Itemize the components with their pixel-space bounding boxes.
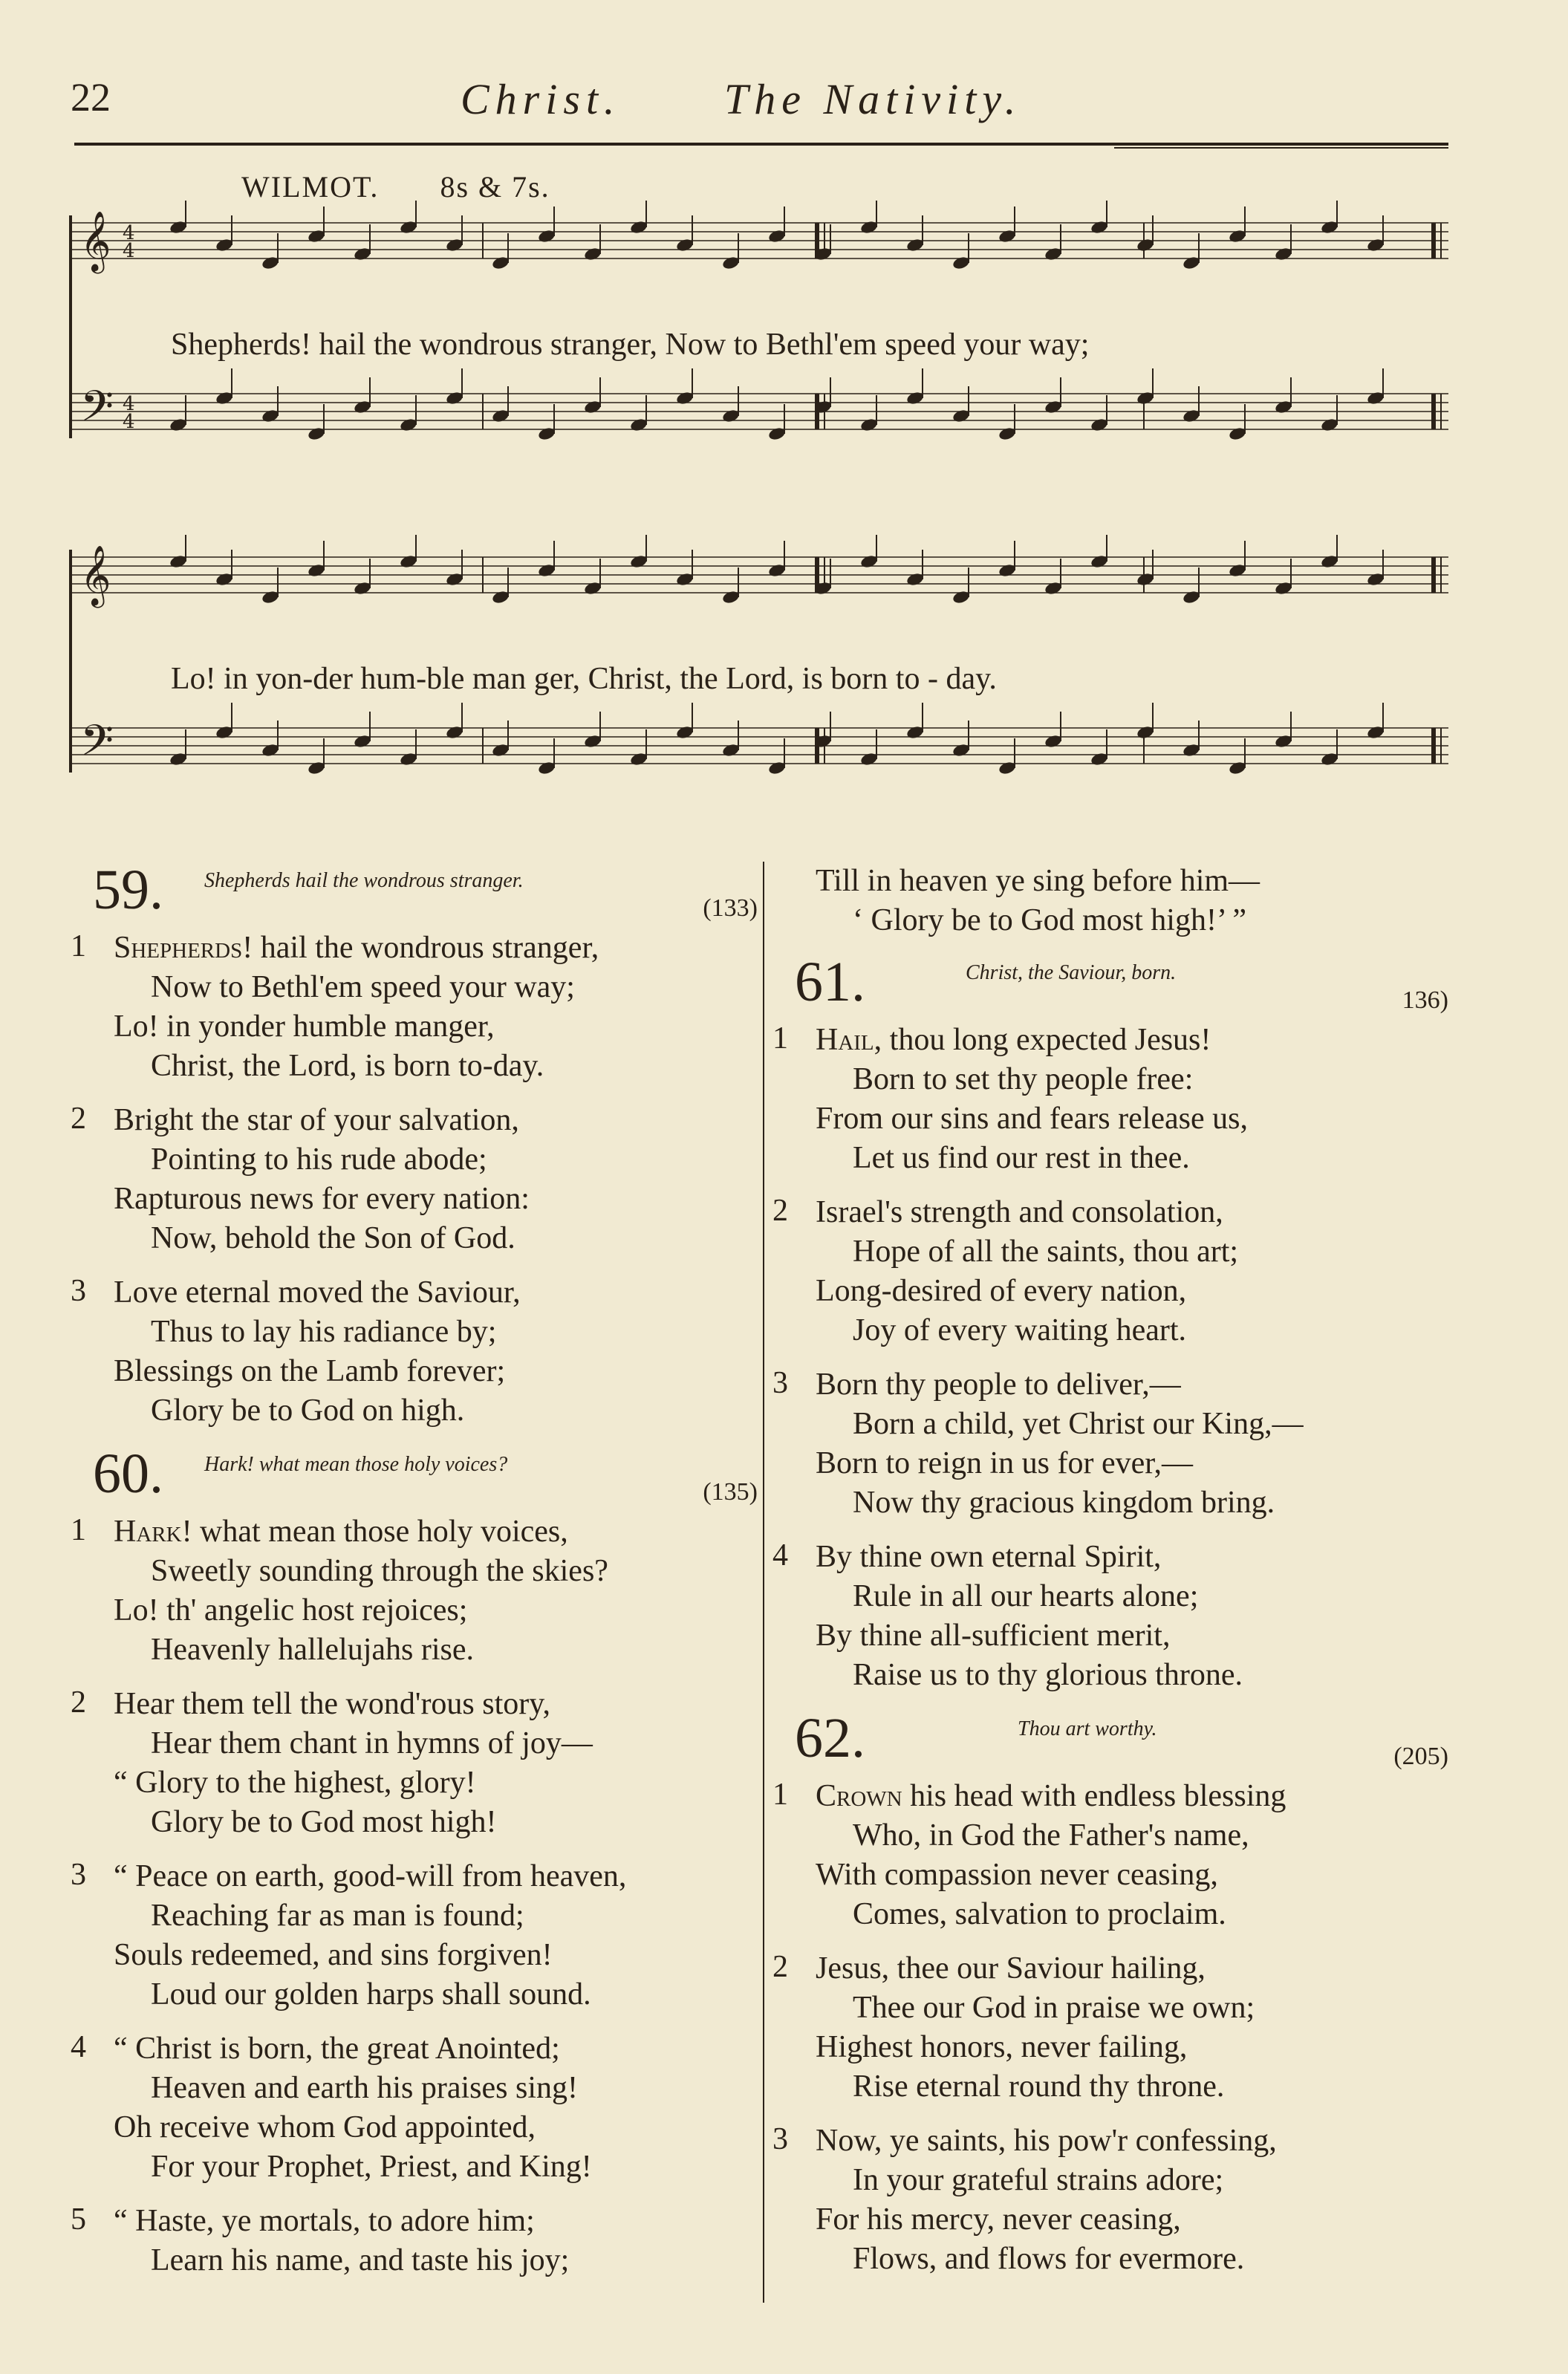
stanza [71, 929, 765, 1086]
verse-line: Joy of every waiting heart. [853, 1313, 1187, 1347]
verse-line: Pointing to his rude abode; [151, 1142, 487, 1177]
verse-line: Glory be to God most high! [151, 1805, 497, 1839]
note-head [951, 590, 970, 605]
verse-line: Christ, the Lord, is born to-day. [151, 1049, 544, 1083]
verse-line: Hark! what mean those holy voices, [114, 1515, 568, 1549]
note-head [1366, 391, 1385, 406]
note-head [353, 247, 371, 262]
note-head [951, 256, 970, 271]
note-head [261, 409, 279, 424]
verse-line: Now thy gracious kingdom bring. [853, 1486, 1275, 1520]
hymn-reference: (205) [1393, 1743, 1448, 1770]
note-head [1044, 247, 1062, 262]
stanza-number: 4 [772, 1538, 788, 1573]
note-head [445, 725, 463, 741]
note-head [169, 554, 187, 570]
time-signature-top: 4 [123, 393, 135, 415]
lyrics-system-2: Lo! in yon-der hum-ble man ger, Christ, the Lord, is born to - day. [171, 662, 997, 696]
verse-line: Oh receive whom God appointed, [114, 2110, 536, 2144]
lyrics-system-1: Shepherds! hail the wondrous stranger, Now to Bethl'em speed your way; [171, 328, 1090, 362]
note-head [215, 725, 233, 741]
note-head [1090, 554, 1108, 570]
hymn-header [772, 951, 1456, 1021]
note-head [675, 725, 694, 741]
stanza-number: 2 [772, 1194, 788, 1228]
page-number: 22 [71, 75, 111, 120]
verse-line: Heavenly hallelujahs rise. [151, 1633, 475, 1667]
note-head [215, 572, 233, 588]
stanza [71, 1273, 765, 1431]
note-head [1182, 590, 1200, 605]
first-word: Crown [816, 1779, 902, 1813]
verse-line: Till in heaven ye sing before him— [816, 864, 1260, 898]
verse-line: “ Glory to the highest, glory! [114, 1766, 476, 1800]
note-head [1320, 220, 1338, 235]
stanza-number: 3 [71, 1858, 86, 1892]
stanza [772, 1365, 1456, 1523]
stanza-number: 3 [71, 1274, 86, 1308]
stanza-number: 2 [772, 1950, 788, 1984]
note-head [399, 554, 417, 570]
hymn-header [71, 1445, 765, 1512]
verse-line: Lo! in yonder humble manger, [114, 1009, 495, 1044]
right-column [772, 862, 1456, 2294]
note-head [1090, 752, 1108, 767]
note-head [629, 752, 648, 767]
hymn-title: Christ, the Saviour, born. [966, 961, 1177, 984]
hymn-reference: (135) [703, 1478, 758, 1506]
verse-line: Now, ye saints, his pow'r confessing, [816, 2124, 1277, 2158]
note-head [583, 400, 602, 415]
stanza [772, 1949, 1456, 2107]
note-head [1366, 238, 1385, 253]
note-head [1228, 426, 1246, 442]
note-head [1182, 256, 1200, 271]
verse-line: Thee our God in praise we own; [853, 1991, 1255, 2025]
note-head [1366, 725, 1385, 741]
note-head [353, 400, 371, 415]
verse-line: Loud our golden harps shall sound. [151, 1977, 591, 2012]
hymn-60 [71, 1445, 765, 2280]
note-head [261, 590, 279, 605]
verse-line: Blessings on the Lamb forever; [114, 1354, 506, 1388]
note-head [1044, 400, 1062, 415]
verse-line: Love eternal moved the Saviour, [114, 1275, 521, 1310]
stanza [71, 1101, 765, 1258]
note-head [1228, 229, 1246, 244]
note-head [261, 256, 279, 271]
verse-line: From our sins and fears release us, [816, 1102, 1249, 1136]
note-head [491, 590, 510, 605]
note-head [1136, 391, 1154, 406]
verse-line: Highest honors, never failing, [816, 2030, 1188, 2064]
treble-clef-icon: 𝄞 [80, 544, 111, 605]
note-head [1274, 400, 1292, 415]
note-head [767, 761, 786, 776]
hymn-number: 60. [93, 1443, 163, 1505]
note-head [445, 572, 463, 588]
note-head [1228, 563, 1246, 579]
note-head [859, 417, 878, 433]
verse-line: Sweetly sounding through the skies? [151, 1554, 608, 1588]
stanza [71, 1512, 765, 1670]
note-head [491, 256, 510, 271]
verse-line: By thine own eternal Spirit, [816, 1540, 1162, 1574]
stanza [772, 1777, 1456, 1934]
note-head [307, 229, 325, 244]
verse-line: Born to set thy people free: [853, 1062, 1194, 1096]
verse-line: In your grateful strains adore; [853, 2163, 1224, 2197]
note-head [905, 725, 924, 741]
stanza-number: 3 [772, 2122, 788, 2156]
stanza [772, 1021, 1456, 1178]
note-head [675, 391, 694, 406]
note-head [353, 734, 371, 749]
note-head [537, 426, 556, 442]
verse-line: Israel's strength and consolation, [816, 1195, 1223, 1229]
verse-line: Crown his head with endless blessing [816, 1779, 1286, 1813]
verse-line: Born to reign in us for ever,— [816, 1446, 1194, 1480]
hymn-header [71, 859, 765, 929]
verse-line: Who, in God the Father's name, [853, 1818, 1249, 1853]
hymn-title: Hark! what mean those holy voices? [204, 1453, 508, 1476]
note-head [905, 572, 924, 588]
verse-line: Born thy people to deliver,— [816, 1368, 1181, 1402]
note-head [1136, 238, 1154, 253]
note-head [537, 563, 556, 579]
verse-line: Bright the star of your salvation, [114, 1103, 519, 1137]
hymn-number: 62. [795, 1707, 865, 1769]
verse-line: Shepherds! hail the wondrous stranger, [114, 931, 599, 965]
note-head [1274, 581, 1292, 596]
hymn-reference: 136) [1402, 986, 1448, 1014]
note-head [1274, 247, 1292, 262]
verse-line: Learn his name, and taste his joy; [151, 2243, 570, 2277]
left-column [71, 859, 765, 2295]
note-head [1044, 581, 1062, 596]
note-head [905, 238, 924, 253]
verse-line: Thus to lay his radiance by; [151, 1315, 497, 1349]
note-head [1136, 572, 1154, 588]
tune-meter: 8s & 7s. [440, 170, 550, 204]
note-head [1274, 734, 1292, 749]
header-rule-double [1114, 147, 1448, 149]
hymn-61 [772, 951, 1456, 1695]
note-head [537, 761, 556, 776]
note-head [307, 563, 325, 579]
note-head [859, 220, 878, 235]
note-head [1320, 554, 1338, 570]
note-head [629, 220, 648, 235]
hymn-reference: (133) [703, 894, 758, 922]
note-head [445, 238, 463, 253]
note-head [951, 743, 970, 758]
verse-line: Comes, salvation to proclaim. [853, 1897, 1226, 1931]
verse-line: Reaching far as man is found; [151, 1899, 524, 1933]
stanza-number: 5 [71, 2202, 86, 2237]
hymn-59 [71, 859, 765, 1431]
verse-line: Rule in all our hearts alone; [853, 1579, 1199, 1613]
note-head [169, 220, 187, 235]
note-head [261, 743, 279, 758]
note-head [1090, 417, 1108, 433]
running-head-left: Christ. [461, 75, 621, 123]
note-head [675, 238, 694, 253]
stanza-number: 2 [71, 1102, 86, 1136]
note-head [583, 734, 602, 749]
stanza [71, 1857, 765, 2014]
verse-line: Hail, thou long expected Jesus! [816, 1023, 1211, 1057]
note-head [1320, 752, 1338, 767]
verse-line: “ Christ is born, the great Anointed; [114, 2032, 560, 2066]
note-head [583, 581, 602, 596]
stanza-number: 1 [71, 1513, 86, 1547]
note-head [537, 229, 556, 244]
time-signature-top: 4 [123, 222, 135, 244]
verse-line: Flows, and flows for evermore. [853, 2242, 1245, 2276]
note-head [998, 426, 1016, 442]
verse-line: Rapturous news for every nation: [114, 1182, 530, 1216]
note-head [1182, 409, 1200, 424]
tune-name: WILMOT. [241, 170, 380, 204]
verse-line: Glory be to God on high. [151, 1393, 465, 1428]
note-head [1182, 743, 1200, 758]
first-word: Shepherds [114, 931, 243, 965]
note-head [491, 743, 510, 758]
verse-line: Lo! th' angelic host rejoices; [114, 1593, 468, 1627]
note-head [399, 417, 417, 433]
stanza-number: 3 [772, 1366, 788, 1400]
verse-line: Hear them tell the wond'rous story, [114, 1687, 551, 1721]
note-head [353, 581, 371, 596]
verse-line: ‘ Glory be to God most high!’ ” [853, 903, 1246, 937]
note-head [859, 752, 878, 767]
music-system-1 [67, 201, 1456, 498]
stanza [772, 1193, 1456, 1350]
verse-line: Born a child, yet Christ our King,— [853, 1407, 1304, 1441]
first-word: Hail [816, 1023, 874, 1057]
verse-line: For his mercy, never ceasing, [816, 2202, 1181, 2237]
verse-line: Rise eternal round thy throne. [853, 2069, 1225, 2104]
hymn-number: 61. [795, 951, 865, 1013]
verse-line: Souls redeemed, and sins forgiven! [114, 1938, 553, 1972]
note-head [629, 554, 648, 570]
verse-line: Heaven and earth his praises sing! [151, 2071, 578, 2105]
verse-line: Now to Bethl'em speed your way; [151, 970, 575, 1004]
note-head [721, 256, 740, 271]
verse-line: Let us find our rest in thee. [853, 1141, 1190, 1175]
verse-line: Hope of all the saints, thou art; [853, 1235, 1239, 1269]
verse-line: Raise us to thy glorious throne. [853, 1658, 1243, 1692]
note-head [169, 417, 187, 433]
music-system-2 [67, 535, 1456, 832]
hymn-header [772, 1707, 1456, 1777]
verse-line: Now, behold the Son of God. [151, 1221, 515, 1255]
note-head [998, 563, 1016, 579]
stanza-number: 2 [71, 1685, 86, 1720]
verse-line: Jesus, thee our Saviour hailing, [816, 1951, 1206, 1986]
treble-clef-icon: 𝄞 [80, 210, 111, 271]
note-head [767, 229, 786, 244]
note-head [491, 409, 510, 424]
note-head [445, 391, 463, 406]
verse-line: Long-desired of every nation, [816, 1274, 1187, 1308]
time-signature-bottom: 4 [123, 411, 135, 433]
note-head [399, 752, 417, 767]
stanza-continuation [772, 862, 1456, 940]
verse-line: “ Haste, ye mortals, to adore him; [114, 2204, 535, 2238]
note-head [215, 238, 233, 253]
note-head [1090, 220, 1108, 235]
first-word: Hark [114, 1515, 182, 1549]
page-header [71, 74, 1497, 141]
verse-line: “ Peace on earth, good-will from heaven, [114, 1859, 627, 1893]
note-head [1136, 725, 1154, 741]
note-head [721, 409, 740, 424]
stanza [71, 2202, 765, 2280]
note-head [859, 554, 878, 570]
note-head [951, 409, 970, 424]
note-head [905, 391, 924, 406]
header-rule [74, 143, 1448, 146]
verse-line: For your Prophet, Priest, and King! [151, 2150, 592, 2184]
note-head [1044, 734, 1062, 749]
time-signature-bottom: 4 [123, 240, 135, 262]
note-head [1228, 761, 1246, 776]
note-head [215, 391, 233, 406]
note-head [399, 220, 417, 235]
note-head [721, 743, 740, 758]
stanza [71, 2029, 765, 2187]
hymn-62 [772, 1707, 1456, 2279]
note-head [1320, 417, 1338, 433]
running-head-right: The Nativity. [724, 75, 1022, 123]
hymn-title: Shepherds hail the wondrous stranger. [204, 869, 524, 892]
note-head [998, 229, 1016, 244]
stanza-number: 1 [772, 1021, 788, 1056]
note-head [721, 590, 740, 605]
note-head [767, 426, 786, 442]
note-head [629, 417, 648, 433]
note-head [169, 752, 187, 767]
stanza [772, 1538, 1456, 1695]
note-head [307, 426, 325, 442]
stanza [71, 1685, 765, 1842]
stanza [772, 2121, 1456, 2279]
note-head [998, 761, 1016, 776]
note-head [1366, 572, 1385, 588]
stanza-number: 1 [71, 929, 86, 963]
note-head [583, 247, 602, 262]
verse-line: Hear them chant in hymns of joy— [151, 1726, 593, 1760]
note-head [675, 572, 694, 588]
stanza-number: 1 [772, 1778, 788, 1812]
verse-line: By thine all-sufficient merit, [816, 1619, 1171, 1653]
note-head [767, 563, 786, 579]
bass-clef-icon: 𝄢 [80, 381, 114, 442]
bass-clef-icon: 𝄢 [80, 715, 114, 776]
hymn-title: Thou art worthy. [1018, 1717, 1157, 1740]
stanza-number: 4 [71, 2030, 86, 2064]
verse-line: With compassion never ceasing, [816, 1858, 1218, 1892]
tune-heading [241, 169, 550, 204]
hymn-number: 59. [93, 859, 163, 921]
note-head [307, 761, 325, 776]
